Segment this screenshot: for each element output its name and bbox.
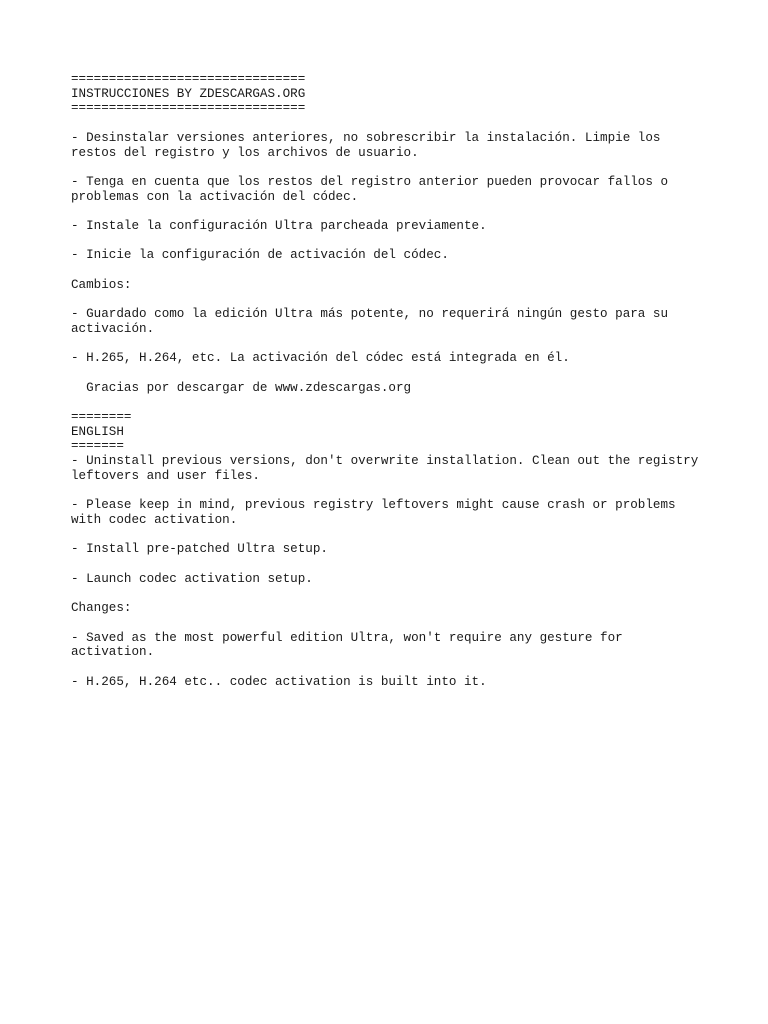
blank-line xyxy=(71,116,731,131)
english-heading: ENGLISH xyxy=(71,424,124,439)
text-line: - H.265, H.264, etc. La activación del códec está integrada en él. xyxy=(71,351,570,366)
thanks-line: Gracias por descargar de www.zdescargas.org xyxy=(71,380,412,395)
blank-line xyxy=(71,484,731,499)
blank-line xyxy=(71,337,731,352)
blank-line xyxy=(71,586,731,601)
text-line: - Please keep in mind, previous registry leftovers might cause crash or problems xyxy=(71,498,676,513)
separator-line: ======== xyxy=(71,410,132,425)
text-line: activación. xyxy=(71,321,155,336)
text-line: - Instale la configuración Ultra parcheada previamente. xyxy=(71,218,487,233)
blank-line xyxy=(71,557,731,572)
blank-line xyxy=(71,528,731,543)
text-line: - H.265, H.264 etc.. codec activation is built into it. xyxy=(71,674,487,689)
blank-line xyxy=(71,160,731,175)
section-label: Changes: xyxy=(71,601,132,616)
text-line: - Saved as the most powerful edition Ultra, won't require any gesture for xyxy=(71,630,623,645)
text-line: with codec activation. xyxy=(71,512,238,527)
document-body xyxy=(71,72,731,689)
text-line: - Tenga en cuenta que los restos del registro anterior pueden provocar fallos o xyxy=(71,174,669,189)
text-line: - Install pre-patched Ultra setup. xyxy=(71,542,328,557)
blank-line xyxy=(71,292,731,307)
text-line: - Uninstall previous versions, don't overwrite installation. Clean out the registry xyxy=(71,454,699,469)
blank-line xyxy=(71,263,731,278)
text-line: leftovers and user files. xyxy=(71,468,260,483)
text-line: - Guardado como la edición Ultra más potente, no requerirá ningún gesto para su xyxy=(71,307,669,322)
separator-line: =============================== xyxy=(71,101,306,116)
text-line: activation. xyxy=(71,645,155,660)
blank-line xyxy=(71,660,731,675)
blank-line xyxy=(71,616,731,631)
section-label: Cambios: xyxy=(71,277,132,292)
text-line: - Desinstalar versiones anteriores, no sobrescribir la instalación. Limpie los xyxy=(71,130,661,145)
separator-line: ======= xyxy=(71,439,124,454)
blank-line xyxy=(71,395,731,410)
blank-line xyxy=(71,234,731,249)
separator-line: =============================== xyxy=(71,72,306,86)
blank-line xyxy=(71,204,731,219)
text-line: problemas con la activación del códec. xyxy=(71,189,359,204)
spanish-heading: INSTRUCCIONES BY ZDESCARGAS.ORG xyxy=(71,86,306,101)
blank-line xyxy=(71,366,731,381)
text-line: - Inicie la configuración de activación del códec. xyxy=(71,248,449,263)
text-line: - Launch codec activation setup. xyxy=(71,571,313,586)
text-line: restos del registro y los archivos de usuario. xyxy=(71,145,419,160)
